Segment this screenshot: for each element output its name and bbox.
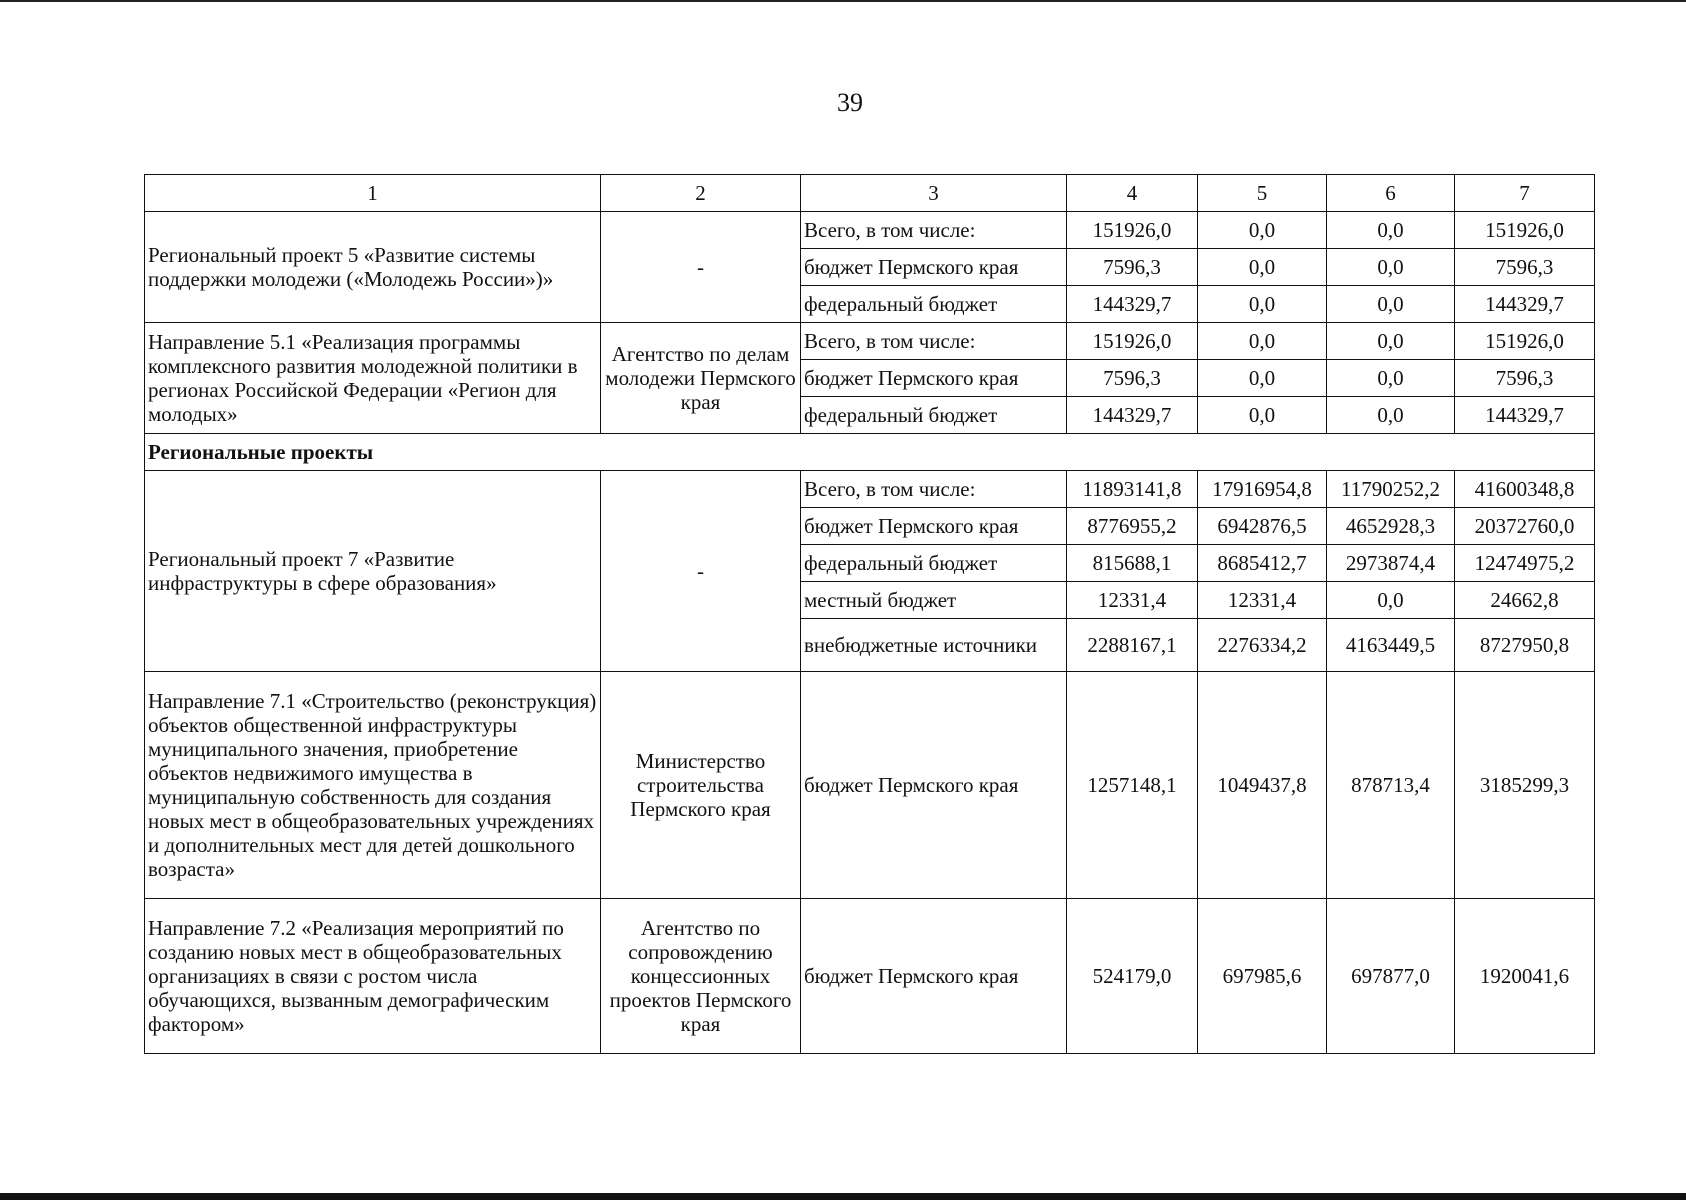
scan-bottom-edge — [0, 1193, 1686, 1200]
value-col-7: 7596,3 — [1455, 360, 1595, 397]
value-col-4: 144329,7 — [1067, 286, 1198, 323]
value-col-7: 144329,7 — [1455, 397, 1595, 434]
table-row — [145, 212, 1595, 249]
value-col-4: 524179,0 — [1067, 899, 1198, 1054]
header-cell-5: 5 — [1198, 175, 1327, 212]
funding-source: бюджет Пермского края — [801, 899, 1067, 1054]
funding-source: местный бюджет — [801, 582, 1067, 619]
value-col-6: 0,0 — [1327, 286, 1455, 323]
value-col-7: 3185299,3 — [1455, 672, 1595, 899]
responsible: - — [601, 471, 801, 672]
value-col-5: 6942876,5 — [1198, 508, 1327, 545]
value-col-5: 2276334,2 — [1198, 619, 1327, 672]
value-col-7: 144329,7 — [1455, 286, 1595, 323]
value-col-5: 0,0 — [1198, 323, 1327, 360]
value-col-7: 151926,0 — [1455, 323, 1595, 360]
value-col-6: 697877,0 — [1327, 899, 1455, 1054]
value-col-7: 41600348,8 — [1455, 471, 1595, 508]
value-col-6: 0,0 — [1327, 323, 1455, 360]
value-col-7: 1920041,6 — [1455, 899, 1595, 1054]
responsible: Агентство по делам молодежи Пермского края — [601, 323, 801, 434]
value-col-4: 815688,1 — [1067, 545, 1198, 582]
value-col-7: 24662,8 — [1455, 582, 1595, 619]
page-number: 39 — [837, 88, 863, 117]
funding-source: бюджет Пермского края — [801, 360, 1067, 397]
responsible: Агентство по сопровождению концессионных проектов Пермского края — [601, 899, 801, 1054]
header-cell-6: 6 — [1327, 175, 1455, 212]
value-col-7: 12474975,2 — [1455, 545, 1595, 582]
value-col-5: 0,0 — [1198, 249, 1327, 286]
value-col-4: 2288167,1 — [1067, 619, 1198, 672]
item-name: Направление 5.1 «Реализация программы комплексного развития молодежной политики в регионах Российской Федерации «Регион для молодых» — [145, 323, 601, 434]
value-col-7: 8727950,8 — [1455, 619, 1595, 672]
funding-source: бюджет Пермского края — [801, 508, 1067, 545]
responsible: Министерство строительства Пермского края — [601, 672, 801, 899]
value-col-5: 0,0 — [1198, 286, 1327, 323]
header-row — [145, 175, 1595, 212]
budget-table — [144, 174, 1595, 1054]
value-col-4: 151926,0 — [1067, 323, 1198, 360]
header-cell-4: 4 — [1067, 175, 1198, 212]
header-cell-7: 7 — [1455, 175, 1595, 212]
value-col-6: 0,0 — [1327, 360, 1455, 397]
funding-source: Всего, в том числе: — [801, 323, 1067, 360]
value-col-4: 11893141,8 — [1067, 471, 1198, 508]
responsible: - — [601, 212, 801, 323]
funding-source: федеральный бюджет — [801, 397, 1067, 434]
value-col-4: 7596,3 — [1067, 249, 1198, 286]
funding-source: внебюджетные источники — [801, 619, 1067, 672]
table-row — [145, 471, 1595, 508]
value-col-4: 1257148,1 — [1067, 672, 1198, 899]
section-heading: Региональные проекты — [145, 434, 1595, 471]
value-col-5: 12331,4 — [1198, 582, 1327, 619]
value-col-5: 17916954,8 — [1198, 471, 1327, 508]
item-name: Региональный проект 7 «Развитие инфраструктуры в сфере образования» — [145, 471, 601, 672]
header-cell-1: 1 — [145, 175, 601, 212]
value-col-5: 8685412,7 — [1198, 545, 1327, 582]
value-col-6: 0,0 — [1327, 582, 1455, 619]
value-col-6: 4163449,5 — [1327, 619, 1455, 672]
value-col-6: 0,0 — [1327, 249, 1455, 286]
table-row — [145, 672, 1595, 899]
value-col-4: 7596,3 — [1067, 360, 1198, 397]
value-col-6: 0,0 — [1327, 212, 1455, 249]
funding-source: федеральный бюджет — [801, 545, 1067, 582]
value-col-5: 697985,6 — [1198, 899, 1327, 1054]
funding-source: бюджет Пермского края — [801, 249, 1067, 286]
value-col-6: 0,0 — [1327, 397, 1455, 434]
table-row — [145, 899, 1595, 1054]
section-row — [145, 434, 1595, 471]
value-col-5: 0,0 — [1198, 360, 1327, 397]
value-col-7: 151926,0 — [1455, 212, 1595, 249]
funding-source: бюджет Пермского края — [801, 672, 1067, 899]
value-col-4: 8776955,2 — [1067, 508, 1198, 545]
value-col-4: 151926,0 — [1067, 212, 1198, 249]
value-col-5: 0,0 — [1198, 212, 1327, 249]
scan-top-edge — [0, 0, 1686, 2]
value-col-6: 878713,4 — [1327, 672, 1455, 899]
value-col-6: 4652928,3 — [1327, 508, 1455, 545]
funding-source: Всего, в том числе: — [801, 471, 1067, 508]
value-col-4: 144329,7 — [1067, 397, 1198, 434]
value-col-7: 20372760,0 — [1455, 508, 1595, 545]
value-col-7: 7596,3 — [1455, 249, 1595, 286]
funding-source: Всего, в том числе: — [801, 212, 1067, 249]
value-col-4: 12331,4 — [1067, 582, 1198, 619]
item-name: Направление 7.1 «Строительство (реконструкция) объектов общественной инфраструктуры муниципального значения, приобретение объектов недвижимого имущества в муниципальную собственность для создания новых мест в общеобразовательных учреждениях и дополнительных мест для детей дошкольного возраста» — [145, 672, 601, 899]
value-col-5: 1049437,8 — [1198, 672, 1327, 899]
funding-source: федеральный бюджет — [801, 286, 1067, 323]
item-name: Региональный проект 5 «Развитие системы поддержки молодежи («Молодежь России»)» — [145, 212, 601, 323]
header-cell-2: 2 — [601, 175, 801, 212]
item-name: Направление 7.2 «Реализация мероприятий по созданию новых мест в общеобразовательных организациях в связи с ростом числа обучающихся, вызванным демографическим фактором» — [145, 899, 601, 1054]
table-row — [145, 323, 1595, 360]
header-cell-3: 3 — [801, 175, 1067, 212]
value-col-6: 11790252,2 — [1327, 471, 1455, 508]
value-col-6: 2973874,4 — [1327, 545, 1455, 582]
value-col-5: 0,0 — [1198, 397, 1327, 434]
